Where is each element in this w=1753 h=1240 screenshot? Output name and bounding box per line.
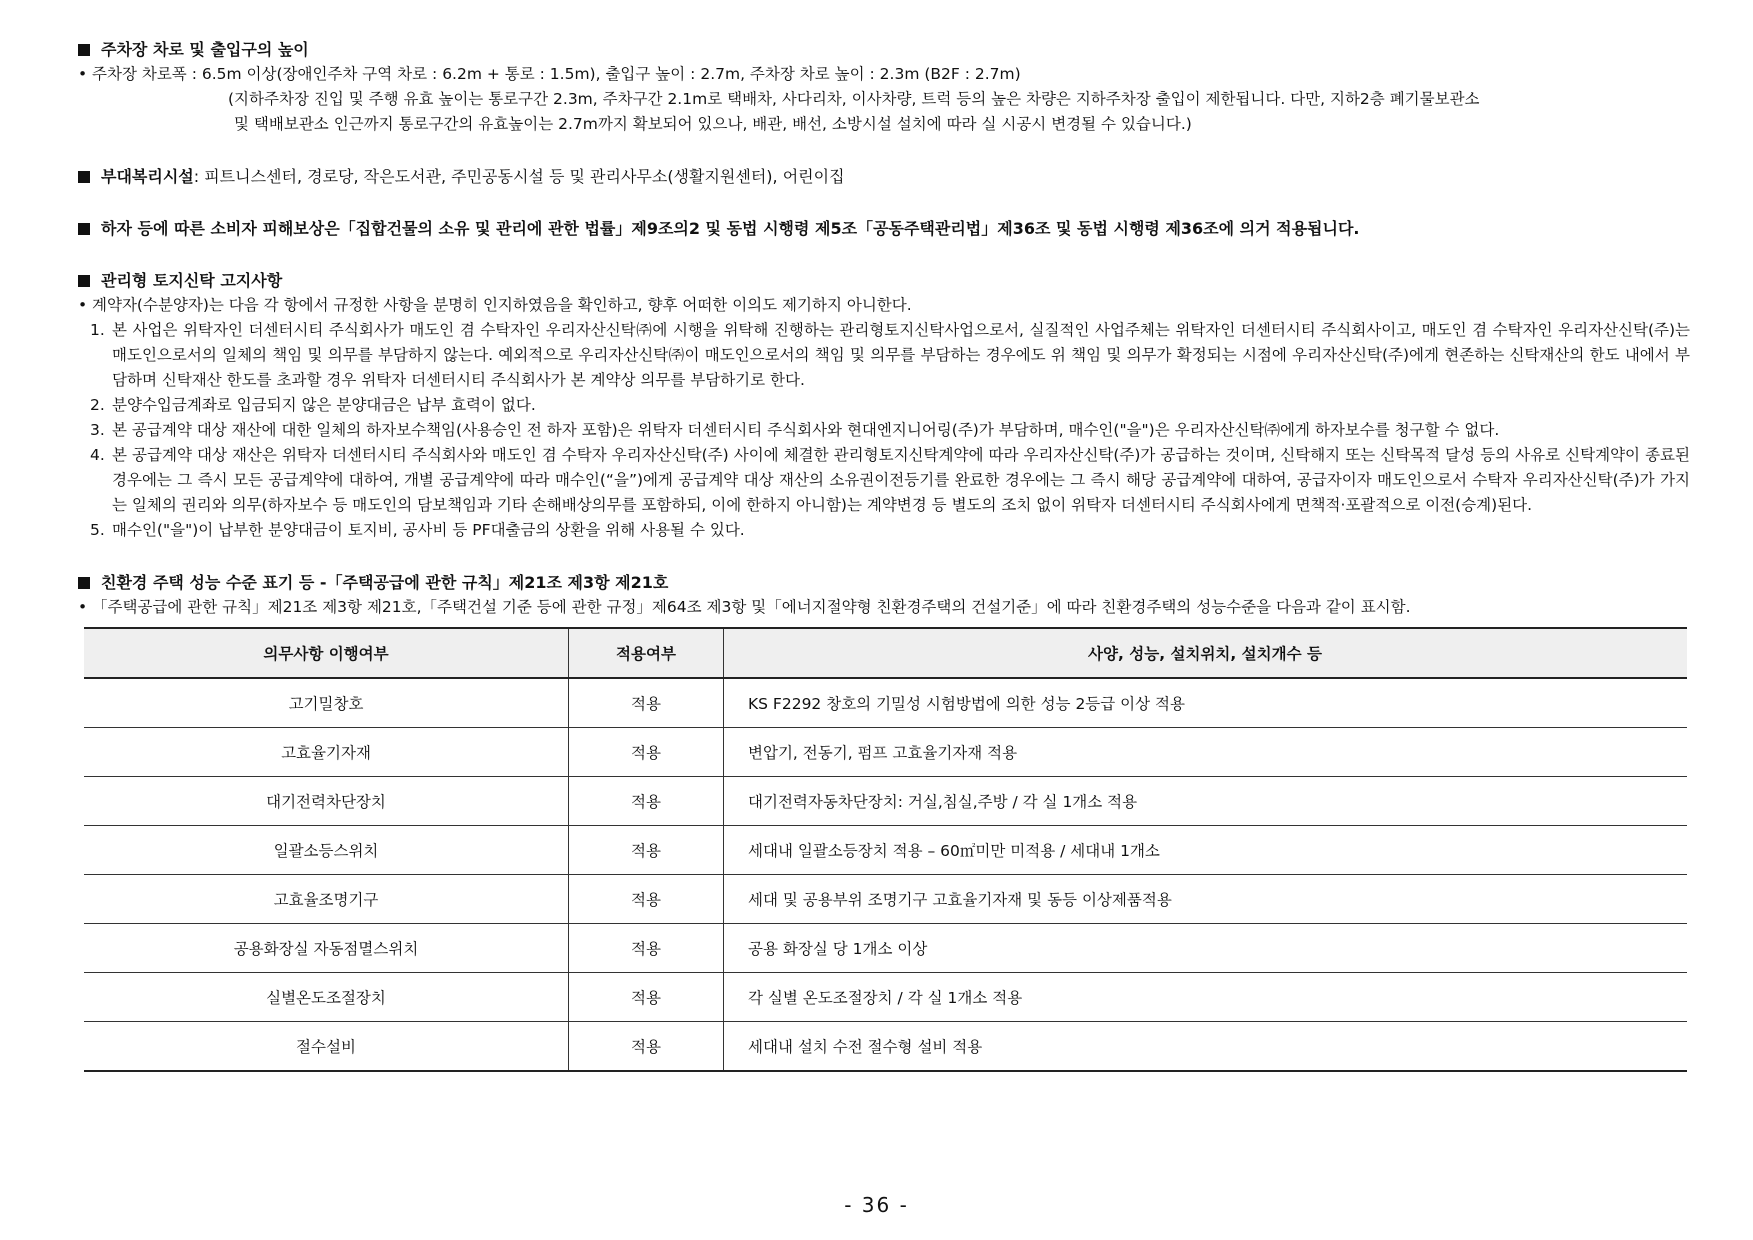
section-heading [78,38,1690,62]
list-item [90,443,1690,518]
amenities-text: : 피트니스센터, 경로당, 작은도서관, 주민공동시설 등 및 관리사무소(생활지원센터), 어린이집 [193,167,845,186]
table-cell: 적용 [569,728,724,777]
table-cell: 세대내 설치 수전 절수형 설비 적용 [724,1022,1688,1072]
item-number: 1. [90,321,105,339]
bullet-dot-icon: • [78,296,88,314]
eco-performance-table [84,627,1687,1072]
table-row [84,777,1687,826]
table-cell: 적용 [569,875,724,924]
table-row [84,924,1687,973]
table-cell: KS F2292 창호의 기밀성 시험방법에 의한 성능 2등급 이상 적용 [724,678,1688,728]
table-row [84,678,1687,728]
table-row [84,875,1687,924]
section-title: 관리형 토지신탁 고지사항 [101,271,283,290]
item-number: 3. [90,421,105,439]
section-parking [78,38,1690,137]
bullet-item [78,293,1690,318]
section-heading [78,165,1690,189]
list-item [90,418,1690,443]
section-trust [78,269,1690,543]
table-cell: 절수설비 [84,1022,569,1072]
table-cell: 대기전력차단장치 [84,777,569,826]
item-number: 2. [90,396,105,414]
item-number: 4. [90,446,105,464]
column-header: 의무사항 이행여부 [84,628,569,678]
table-cell: 변압기, 전동기, 펌프 고효율기자재 적용 [724,728,1688,777]
table-cell: 대기전력자동차단장치: 거실,침실,주방 / 각 실 1개소 적용 [724,777,1688,826]
bullet-text: 「주택공급에 관한 규칙」제21조 제3항 제21호,「주택건설 기준 등에 관한 규정」제64조 제3항 및「에너지절약형 친환경주택의 건설기준」에 따라 친환경주택의 성능수준을 다음과 같이 표시함. [92,598,1411,616]
section-heading [78,571,1690,595]
table-cell: 공용화장실 자동점멸스위치 [84,924,569,973]
bullet-item [78,62,1690,87]
table-cell: 적용 [569,1022,724,1072]
trust-items-list [78,318,1690,543]
section-defect [78,217,1690,241]
item-text: 본 공급계약 대상 재산은 위탁자 더센터시티 주식회사와 매도인 겸 수탁자 우리자산신탁(주) 사이에 체결한 관리형토지신탁계약에 따라 우리자산신탁(주)가 공급하는 것이며, 신탁해지 또는 신탁목적 달성 등의 사유로 신탁계약이 종료된 경우에는 그 즉시 모든 공급계약에 대하여, 개별 공급계약에 따라 매수인(“을”)에게 공급계약 대상 재산의 소유권이전등기를 완료한 경우에는 그 즉시 해당 공급계약에 대하여, 공급자이자 매도인으로서 수탁자 우리자산신탁(주)가 가지는 일체의 권리와 의무(하자보수 등 매도인의 담보책임과 기타 손해배상의무를 포함하되, 이에 한하지 아니함)는 계약변경 등 별도의 조치 없이 위탁자 더센터시티 주식회사에게 면책적·포괄적으로 이전(승계)된다. [112,446,1690,514]
list-item [90,318,1690,393]
item-text: 매수인("을")이 납부한 분양대금이 토지비, 공사비 등 PF대출금의 상환을 위해 사용될 수 있다. [112,521,745,539]
table-cell: 적용 [569,924,724,973]
table-cell: 고효율조명기구 [84,875,569,924]
list-item [90,393,1690,418]
table-cell: 세대내 일괄소등장치 적용 – 60㎡미만 미적용 / 세대내 1개소 [724,826,1688,875]
section-eco [78,571,1690,1072]
table-cell: 고기밀창호 [84,678,569,728]
table-cell: 적용 [569,678,724,728]
section-heading [78,269,1690,293]
section-title: 하자 등에 따른 소비자 피해보상은「집합건물의 소유 및 관리에 관한 법률」제9조의2 및 동법 시행령 제5조「공동주택관리법」제36조 및 동법 시행령 제36조에 의거 적용됩니다. [101,219,1360,238]
section-heading [78,217,1690,241]
table-header-row [84,628,1687,678]
table-cell: 적용 [569,777,724,826]
parking-note [78,87,1690,137]
bullet-text: 계약자(수분양자)는 다음 각 항에서 규정한 사항을 분명히 인지하였음을 확인하고, 향후 어떠한 이의도 제기하지 아니한다. [92,296,912,314]
table-cell: 세대 및 공용부위 조명기구 고효율기자재 및 동등 이상제품적용 [724,875,1688,924]
table-cell: 각 실별 온도조절장치 / 각 실 1개소 적용 [724,973,1688,1022]
bullet-dot-icon: • [78,598,88,616]
table-row [84,1022,1687,1072]
note-line: (지하주차장 진입 및 주행 유효 높이는 통로구간 2.3m, 주차구간 2.1m로 택배차, 사다리차, 이사차량, 트럭 등의 높은 차량은 지하주차장 출입이 제한됩니다. 다만, 지하2층 폐기물보관소 [228,90,1480,108]
section-amenities [78,165,1690,189]
item-text: 본 사업은 위탁자인 더센터시티 주식회사가 매도인 겸 수탁자인 우리자산신탁㈜에 시행을 위탁해 진행하는 관리형토지신탁사업으로서, 실질적인 사업주체는 위탁자인 더센터시티 주식회사이고, 매도인 겸 수탁자인 우리자산신탁(주)는 매도인으로서의 일체의 책임 및 의무를 부담하지 않는다. 예외적으로 우리자산신탁㈜이 매도인으로서의 책임 및 의무를 부담하는 경우에도 위 책임 및 의무가 확정되는 시점에 우리자산신탁(주)에게 현존하는 신탁재산의 한도 내에서 부담하며 신탁재산 한도를 초과할 경우 위탁자 더센터시티 주식회사가 본 계약상 의무를 부담하기로 한다. [112,321,1690,389]
section-title: 부대복리시설 [101,167,194,186]
black-square-icon [78,577,90,589]
table-cell: 적용 [569,973,724,1022]
section-title: 주차장 차로 및 출입구의 높이 [101,40,309,59]
black-square-icon [78,223,90,235]
section-title: 친환경 주택 성능 수준 표기 등 -「주택공급에 관한 규칙」제21조 제3항 제21호 [101,573,669,592]
black-square-icon [78,44,90,56]
table-cell: 공용 화장실 당 1개소 이상 [724,924,1688,973]
note-line: 및 택배보관소 인근까지 통로구간의 유효높이는 2.7m까지 확보되어 있으나, 배관, 배선, 소방시설 설치에 따라 실 시공시 변경될 수 있습니다.) [234,115,1192,133]
table-row [84,973,1687,1022]
item-text: 분양수입금계좌로 입금되지 않은 분양대금은 납부 효력이 없다. [112,396,536,414]
page-number: - 36 - [844,1193,909,1217]
column-header: 사양, 성능, 설치위치, 설치개수 등 [724,628,1688,678]
table-cell: 적용 [569,826,724,875]
table-cell: 고효율기자재 [84,728,569,777]
bullet-item [78,595,1690,620]
table-row [84,728,1687,777]
bullet-text: 주차장 차로폭 : 6.5m 이상(장애인주차 구역 차로 : 6.2m + 통로 : 1.5m), 출입구 높이 : 2.7m, 주차장 차로 높이 : 2.3m (B2F : 2.7m) [92,65,1021,83]
item-text: 본 공급계약 대상 재산에 대한 일체의 하자보수책임(사용승인 전 하자 포함)은 위탁자 더센터시티 주식회사와 현대엔지니어링(주)가 부담하며, 매수인("을")은 우리자산신탁㈜에게 하자보수를 청구할 수 없다. [112,421,1500,439]
bullet-dot-icon: • [78,65,88,83]
item-number: 5. [90,521,105,539]
table-row [84,826,1687,875]
black-square-icon [78,275,90,287]
list-item [90,518,1690,543]
table-cell: 일괄소등스위치 [84,826,569,875]
column-header: 적용여부 [569,628,724,678]
table-cell: 실별온도조절장치 [84,973,569,1022]
black-square-icon [78,171,90,183]
document-page [78,38,1690,1100]
